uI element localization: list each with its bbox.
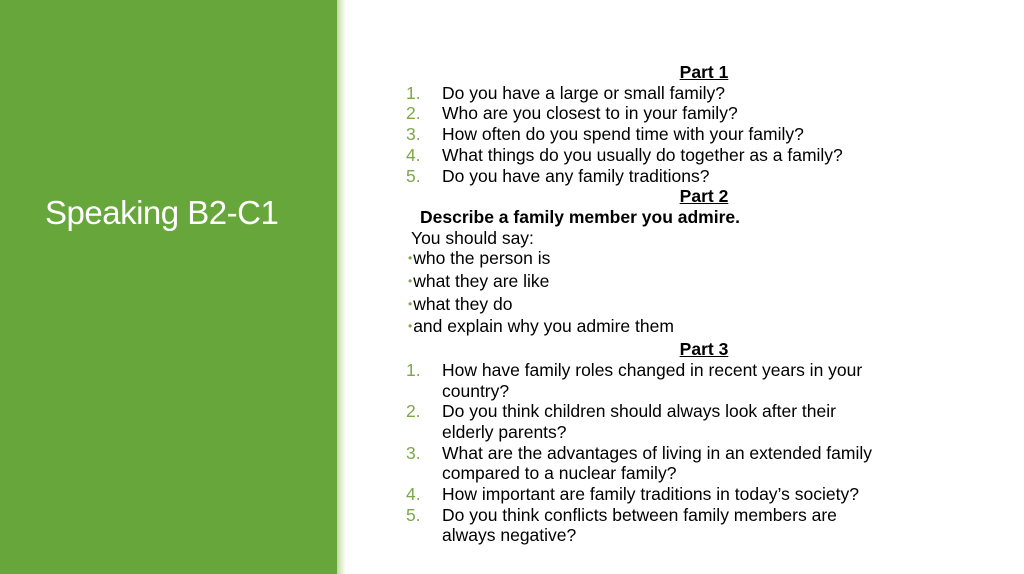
part3-question-list	[396, 360, 996, 546]
question-text-line2: elderly parents?	[442, 421, 567, 442]
list-item	[396, 294, 996, 317]
list-item	[396, 360, 942, 401]
question-number: 3.	[406, 442, 421, 463]
question-text: What things do you usually do together as a family?	[442, 144, 843, 165]
question-number: 5.	[406, 165, 421, 186]
list-item	[396, 505, 942, 546]
list-item	[396, 166, 996, 187]
list-item	[396, 316, 996, 339]
question-number: 4.	[406, 144, 421, 165]
part3-heading: Part 3	[679, 339, 729, 360]
question-text: Do you have a large or small family?	[442, 82, 726, 103]
list-item	[396, 484, 942, 505]
bullet-icon: •	[408, 274, 413, 289]
part1-question-list	[396, 83, 996, 187]
question-text: Do you have any family traditions?	[442, 165, 710, 186]
list-item	[396, 271, 996, 294]
content-area	[396, 62, 996, 546]
list-item	[396, 443, 942, 484]
question-text-line1: Do you think conflicts between family members are	[442, 504, 837, 525]
list-item	[396, 103, 996, 124]
question-text-line2: country?	[442, 380, 510, 401]
question-number: 1.	[406, 82, 421, 103]
part2-prompt: You should say:	[411, 227, 534, 248]
bullet-text: and explain why you admire them	[413, 316, 674, 337]
bullet-icon: •	[408, 296, 413, 311]
question-number: 4.	[406, 484, 421, 505]
bullet-text: who the person is	[413, 248, 551, 269]
question-number: 2.	[406, 401, 421, 422]
list-item	[396, 248, 996, 271]
bullet-icon: •	[408, 319, 413, 334]
question-text: How often do you spend time with your family?	[442, 124, 804, 145]
question-text-line1: How important are family traditions in today’s society?	[442, 484, 859, 505]
list-item	[396, 124, 996, 145]
bullet-text: what they are like	[413, 271, 550, 292]
slide-title: Speaking B2-C1	[45, 194, 279, 231]
question-text-line2: always negative?	[442, 525, 577, 546]
question-number: 1.	[406, 359, 421, 380]
list-item	[396, 83, 996, 104]
accent-stripe	[337, 0, 346, 574]
question-text-line1: What are the advantages of living in an extended family	[442, 442, 872, 463]
question-text-line1: How have family roles changed in recent years in your	[442, 359, 863, 380]
bullet-icon: •	[408, 251, 413, 266]
list-item	[396, 401, 942, 442]
bullet-text: what they do	[413, 293, 513, 314]
question-number: 2.	[406, 103, 421, 124]
question-text-line1: Do you think children should always look after their	[442, 401, 836, 422]
question-text: Who are you closest to in your family?	[442, 103, 738, 124]
title-panel	[0, 0, 337, 574]
question-text-line2: compared to a nuclear family?	[442, 463, 677, 484]
part2-heading: Part 2	[679, 186, 729, 207]
part2-task-title: Describe a family member you admire.	[420, 206, 740, 227]
question-number: 3.	[406, 124, 421, 145]
part1-heading: Part 1	[679, 62, 729, 82]
list-item	[396, 145, 996, 166]
question-number: 5.	[406, 504, 421, 525]
